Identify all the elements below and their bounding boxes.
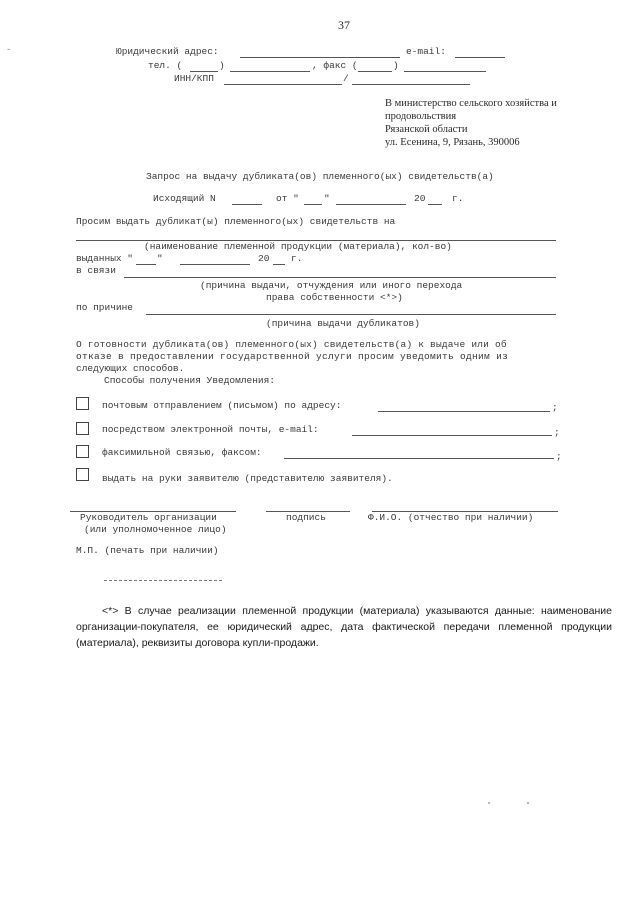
head-caption-1: Руководитель организации	[80, 512, 217, 523]
reason-caption-2: права собственности <*>)	[266, 292, 403, 303]
issued-year-prefix: 20	[258, 253, 270, 264]
ask-text: Просим выдать дубликат(ы) племенного(ых) свидетельств на	[76, 216, 396, 227]
stamp-text: М.П. (печать при наличии)	[76, 545, 219, 556]
kpp-line	[352, 84, 470, 85]
option-fax-end: ;	[556, 451, 562, 462]
sign-caption: подпись	[286, 512, 326, 523]
scan-mark: -	[6, 44, 12, 55]
option-in-person-checkbox[interactable]	[76, 468, 89, 481]
option-email-end: ;	[554, 427, 560, 438]
inn-kpp-separator: /	[343, 73, 349, 84]
scan-speck	[527, 802, 529, 804]
recipient-line-4: ул. Есенина, 9, Рязань, 390006	[385, 137, 520, 148]
recipient-line-3: Рязанской области	[385, 124, 468, 135]
inn-line	[224, 84, 342, 85]
by-reason-line	[146, 314, 556, 315]
fax-label: , факс (	[312, 60, 358, 71]
email-line	[455, 57, 505, 58]
day-quote-close: "	[324, 193, 330, 204]
outgoing-label: Исходящий N	[153, 193, 216, 204]
product-caption: (наименование племенной продукции (материала), кол-во)	[144, 241, 452, 252]
scan-speck	[488, 802, 490, 804]
issued-year-suffix: г.	[291, 253, 303, 264]
phone-paren-close: )	[219, 60, 225, 71]
option-post-line	[378, 411, 550, 412]
footnote-text: <*> В случае реализации племенной продукции (материала) указываются данные: наименование организации-покупателя, ее юридический адрес, дата фактической передачи племенной продукции (материала), реквизиты договора купли-продажи.	[76, 605, 612, 649]
fax-code-line	[358, 71, 392, 72]
from-label: от "	[276, 193, 299, 204]
outgoing-number-line	[232, 204, 262, 205]
option-post-checkbox[interactable]	[76, 397, 89, 410]
option-fax-label: факсимильной связью, факсом:	[102, 447, 262, 458]
phone-number-line	[230, 71, 310, 72]
year-suffix: г.	[452, 193, 464, 204]
year-line	[428, 204, 442, 205]
option-in-person-label: выдать на руки заявителю (представителю заявителя).	[102, 473, 393, 484]
option-email-checkbox[interactable]	[76, 422, 89, 435]
option-post-end: ;	[552, 402, 558, 413]
recipient-line-2: продовольствия	[385, 111, 457, 122]
page-number: 37	[338, 18, 350, 32]
by-reason-label: по причине	[76, 302, 134, 313]
option-fax-checkbox[interactable]	[76, 445, 89, 458]
recipient-line-1: В министерство сельского хозяйства и	[385, 98, 557, 109]
reason-duplicate-caption: (причина выдачи дубликатов)	[266, 318, 420, 329]
issued-year-line	[273, 264, 285, 265]
footnote-separator	[104, 580, 222, 581]
issued-day-line	[136, 264, 156, 265]
legal-address-label: Юридический адрес:	[116, 46, 219, 57]
notice-text-line-2: отказе в предоставлении государственной услуги просим уведомить одним из	[76, 351, 509, 362]
notice-text-line-1: О готовности дубликата(ов) племенного(ых) свидетельств(а) к выдаче или об	[76, 339, 507, 350]
head-caption-2: (или уполномоченное лицо)	[84, 524, 227, 535]
issued-quote-close: "	[157, 253, 163, 264]
notice-text-line-3: следующих способов.	[76, 363, 185, 374]
option-email-label: посредством электронной почты, e-mail:	[102, 424, 319, 435]
reason-caption-1: (причина выдачи, отчуждения или иного перехода	[200, 280, 463, 291]
fax-number-line	[404, 71, 486, 72]
in-connection-line	[124, 277, 556, 278]
phone-code-line	[190, 71, 218, 72]
methods-title: Способы получения Уведомления:	[104, 375, 276, 386]
option-post-label: почтовым отправлением (письмом) по адресу:	[102, 400, 342, 411]
month-line	[336, 204, 406, 205]
fio-caption: Ф.И.О. (отчество при наличии)	[368, 512, 534, 523]
inn-kpp-label: ИНН/КПП	[174, 73, 214, 84]
year-prefix: 20	[414, 193, 426, 204]
issued-month-line	[180, 264, 250, 265]
request-title: Запрос на выдачу дубликата(ов) племенного(ых) свидетельств(а)	[146, 171, 494, 182]
phone-label: тел. (	[148, 60, 183, 71]
option-email-line	[352, 435, 552, 436]
option-fax-line	[284, 458, 554, 459]
in-connection-label: в связи	[76, 265, 116, 276]
issued-label: выданных "	[76, 253, 134, 264]
fax-paren-close: )	[393, 60, 399, 71]
day-line	[304, 204, 322, 205]
email-label: e-mail:	[406, 46, 446, 57]
legal-address-line	[240, 57, 400, 58]
